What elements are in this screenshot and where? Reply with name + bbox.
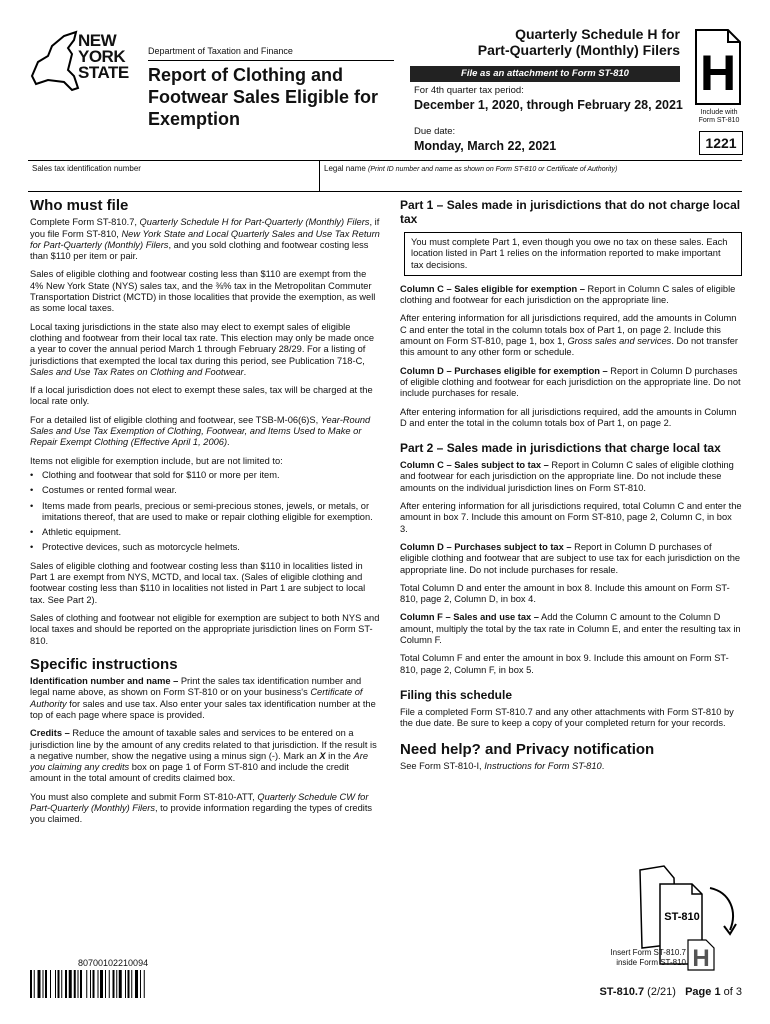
due-date-value: Monday, March 22, 2021 xyxy=(414,139,557,153)
include-note: Include with Form ST-810 xyxy=(698,109,740,124)
period-value: December 1, 2020, through February 28, 2021 xyxy=(414,98,683,112)
period-label: For 4th quarter tax period: xyxy=(414,85,524,96)
insert-note: Insert Form ST-810.7 inside Form ST-810 xyxy=(610,948,686,967)
insert-letter: H xyxy=(692,945,710,972)
who-paragraph-5: For a detailed list of eligible clothing and footwear, see TSB-M-06(6)S, Year-Round Sales and Use Tax Exemption of Clothing, Footwear, and Items Used to Make or Repair Exempt Clothing (Effective April 1, 2006). xyxy=(30,414,371,448)
footer-page-number: 1 xyxy=(714,986,721,998)
tax-id-label: Sales tax identification number xyxy=(32,164,141,173)
part1-heading: Part 1 – Sales made in jurisdictions that do not charge local tax xyxy=(400,198,741,226)
schedule-h-document-icon xyxy=(694,28,742,106)
part2-column-f: Column F – Sales and use tax – Add the Column C amount to the Column D amount, multiply the total by the tax rate in Column E, and enter the resulting tax in Column F. xyxy=(400,612,741,646)
part2-total-d: Total Column D and enter the amount in box 8. Include this amount on Form ST-810, page 2, Column D, in box 4. xyxy=(400,582,730,605)
due-date-label: Due date: xyxy=(414,126,456,137)
who-must-file-heading: Who must file xyxy=(30,197,129,214)
not-eligible-list xyxy=(30,470,380,554)
department-name: Department of Taxation and Finance xyxy=(148,46,293,56)
who-paragraph-7: Sales of clothing and footwear not eligible for exemption are subject to both NYS and local taxes and should be reported on the appropriate jurisdiction lines on Form ST-810. xyxy=(30,612,380,646)
help-paragraph: See Form ST-810-I, Instructions for Form ST-810. xyxy=(400,760,605,771)
part2-heading: Part 2 – Sales made in jurisdictions that charge local tax xyxy=(400,441,721,456)
form-code-box: 1221 xyxy=(699,131,743,155)
credits-instructions: Credits – Reduce the amount of taxable sales and services to be entered on a jurisdiction line by the amount of any credits related to that jurisdiction. If the result is a negative number, show the negative using a minus sign (-). Mark an X in the Are you claiming any credits box on page 1 of Form ST-810 and include the credit amount in the total amount of credits claimed box. xyxy=(30,728,377,784)
part1-note-box: You must complete Part 1, even though you owe no tax on these sales. Each location listed in Part 1 relies on the information reported to make important tax decisions. xyxy=(404,232,742,276)
also-complete-instructions: You must also complete and submit Form ST-810-ATT, Quarterly Schedule CW for Part-Quarterly (Monthly) Filers, to provide information regarding the types of credits you claimed. xyxy=(30,791,373,825)
header-divider xyxy=(148,60,394,61)
st810-label: ST-810 xyxy=(664,911,700,923)
footer-form-number: ST-810.7 xyxy=(599,986,645,998)
barcode-number: 80700102210094 xyxy=(78,958,149,968)
who-paragraph-3: Local taxing jurisdictions in the state also may elect to exempt sales of eligible clothing and footwear from their local tax rate. This election may only be made once a year to cover the annual period March 1 through February 28/29. For a listing of jurisdictions that exempted the local tax during this period, see Publication 718-C, Sales and Use Tax Rates on Clothing and Footwear. xyxy=(30,321,374,377)
page-footer xyxy=(599,986,742,998)
part2-total-f: Total Column F and enter the amount in box 9. Include this amount on Form ST-810, page 2, Column F, in box 5. xyxy=(400,653,729,675)
who-paragraph-4: If a local jurisdiction does not elect to exempt these sales, tax will be charged at the local rate only. xyxy=(30,385,373,407)
legal-name-hint: (Print ID number and name as shown on Form ST-810 or Certificate of Authority) xyxy=(368,166,618,173)
list-item: • Clothing and footwear that sold for $110 or more per item. xyxy=(40,470,380,481)
form-title: Report of Clothing and Footwear Sales Eligible for Exemption xyxy=(148,65,379,129)
schedule-title: Quarterly Schedule H for Part-Quarterly (Monthly) Filers xyxy=(477,26,680,58)
identification-row xyxy=(28,160,742,192)
part1-after-d: After entering information for all jurisdictions required, add the amounts in Column D and enter the total in the column totals box of Part 1, on page 2. xyxy=(400,406,737,428)
schedule-letter: H xyxy=(699,45,737,101)
filing-heading: Filing this schedule xyxy=(400,687,513,702)
identification-instructions: Identification number and name – Print the sales tax identification number and legal name above, as shown on Form ST-810 or on your business's Certificate of Authority for sales and use tax. Also enter your sales tax identification number at the top of each page where space is provided. xyxy=(30,676,376,720)
footer-revision: (2/21) xyxy=(647,986,676,998)
barcode xyxy=(30,970,180,998)
right-column xyxy=(400,198,742,779)
filing-paragraph: File a completed Form ST-810.7 and any other attachments with Form ST-810 by the due date. Be sure to keep a copy of your completed return for your records. xyxy=(400,706,734,729)
part2-column-d: Column D – Purchases subject to tax – Report in Column D purchases of eligible clothing and footwear that are subject to use tax for each jurisdiction on the appropriate line. Do not include purchases for resale. xyxy=(400,541,741,575)
left-column xyxy=(30,197,380,833)
who-paragraph-1: Complete Form ST-810.7, Quarterly Schedule H for Part-Quarterly (Monthly) Filers, if you file Form ST-810, New York State and Local Quarterly Sales and Use Tax Return for Part-Quarterly (Monthly) Filers, and you sold clothing and footwear costing less than $110 per item or pair. xyxy=(30,217,380,262)
legal-name-label: Legal name xyxy=(324,164,366,173)
who-paragraph-6: Sales of eligible clothing and footwear costing less than $110 in localities listed in Part 1 are exempt from NYS, MCTD, and local tax. (Sales of eligible clothing and footwear costing less than $110 in localities not listed in Part 1 are subject to local tax. See Part 2). xyxy=(30,560,366,605)
list-item: • Athletic equipment. xyxy=(40,527,380,538)
legal-name-field[interactable] xyxy=(320,161,742,191)
part2-after-c: After entering information for all jurisdictions required, total Column C and enter the amount in box 7. Include this amount on Form ST-810, page 2, Column C, in box 3. xyxy=(400,501,742,534)
footer-page-label: Page xyxy=(685,986,712,998)
footer-page-of: of 3 xyxy=(723,986,742,998)
curved-arrow-icon xyxy=(710,888,733,930)
who-paragraph-2: Sales of eligible clothing and footwear costing less than $110 are exempt from the 4% New York State (NYS) sales tax, and the ⅜% tax in the Metropolitan Commuter Transportation District (MCTD) in those localities that provide the exemption, as well as some local taxes. xyxy=(30,269,376,314)
part2-column-c: Column C – Sales subject to tax – Report in Column C sales of eligible clothing and footwear for each jurisdiction on the appropriate line. Do not include these amounts on the individual jurisdiction lines on Form ST-810. xyxy=(400,460,734,493)
help-heading: Need help? and Privacy notification xyxy=(400,740,655,758)
specific-instructions-heading: Specific instructions xyxy=(30,655,178,673)
list-item: • Costumes or rented formal wear. xyxy=(40,485,380,496)
list-item: • Items made from pearls, precious or semi-precious stones, jewels, or metals, or imitations thereof, that are used to make or repair clothing eligible for exemption. xyxy=(40,501,380,524)
not-eligible-intro: Items not eligible for exemption include, but are not limited to: xyxy=(30,455,283,466)
part1-after-c: After entering information for all jurisdictions required, add the amounts in Column C and enter the total in the column totals box of Part 1, on page 2. Include this amount on Form ST-810, page 1, box 1, Gross sales and services. Do not transfer this amount to any other form or schedule. xyxy=(400,313,738,358)
part1-column-c: Column C – Sales eligible for exemption – Report in Column C sales of eligible clothing and footwear for each jurisdiction on the appropriate line. xyxy=(400,283,736,306)
attachment-note: File as an attachment to Form ST-810 xyxy=(410,66,680,82)
part1-column-d: Column D – Purchases eligible for exemption – Report in Column D purchases of eligible clothing and footwear for each jurisdiction on the appropriate line. Do not include purchases for resale. xyxy=(400,365,741,399)
ny-logo-text: NEW YORK STATE xyxy=(78,31,129,82)
list-item: • Protective devices, such as motorcycle helmets. xyxy=(40,542,380,553)
tax-id-field[interactable] xyxy=(28,161,320,191)
